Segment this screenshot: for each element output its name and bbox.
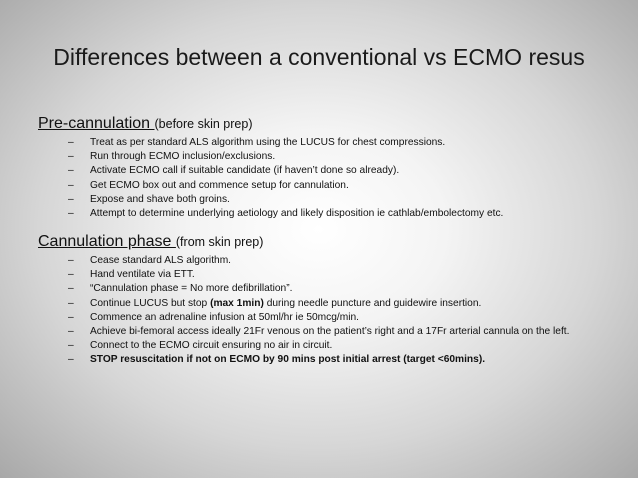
dash-bullet-icon: – bbox=[68, 151, 74, 163]
dash-bullet-icon: – bbox=[68, 297, 74, 309]
dash-bullet-icon: – bbox=[68, 165, 74, 177]
bullet-list bbox=[38, 255, 618, 366]
list-item: – Achieve bi-femoral access ideally 21Fr venous on the patient’s right and a 17Fr arterial cannula on the left. bbox=[68, 325, 570, 337]
dash-bullet-icon: – bbox=[68, 325, 74, 337]
section-heading bbox=[38, 232, 618, 252]
list-item: – Commence an adrenaline infusion at 50ml/hr ie 50mcg/min. bbox=[68, 311, 359, 323]
dash-bullet-icon: – bbox=[68, 207, 74, 219]
list-item: – Cease standard ALS algorithm. bbox=[68, 255, 232, 266]
list-item: – Run through ECMO inclusion/exclusions. bbox=[68, 151, 276, 163]
list-item: – Connect to the ECMO circuit ensuring no air in circuit. bbox=[68, 340, 333, 352]
slide-title: Differences between a conventional vs ECMO resus bbox=[53, 44, 585, 70]
dash-bullet-icon: – bbox=[68, 311, 74, 323]
dash-bullet-icon: – bbox=[68, 255, 74, 266]
list-item: – Get ECMO box out and commence setup for cannulation. bbox=[68, 179, 349, 191]
section-pre-cannulation bbox=[38, 114, 618, 222]
dash-bullet-icon: – bbox=[68, 179, 74, 191]
list-item: – Continue LUCUS but stop (max 1min) during needle puncture and guidewire insertion. bbox=[68, 297, 482, 309]
list-item: – Hand ventilate via ETT. bbox=[68, 269, 195, 281]
section-cannulation-phase bbox=[38, 232, 618, 369]
list-item: – STOP resuscitation if not on ECMO by 90 mins post initial arrest (target <60mins). bbox=[68, 354, 486, 366]
section-heading bbox=[38, 114, 618, 134]
dash-bullet-icon: – bbox=[68, 340, 74, 352]
dash-bullet-icon: – bbox=[68, 193, 74, 205]
list-item: – “Cannulation phase = No more defibrillation”. bbox=[68, 283, 293, 295]
section-heading-sub: (from skin prep) bbox=[175, 235, 264, 249]
list-item: – Treat as per standard ALS algorithm using the LUCUS for chest compressions. bbox=[68, 137, 446, 148]
bullet-list bbox=[38, 137, 618, 220]
dash-bullet-icon: – bbox=[68, 137, 74, 148]
section-heading-main: Pre-cannulation bbox=[38, 115, 155, 132]
dash-bullet-icon: – bbox=[68, 283, 74, 295]
list-item: – Attempt to determine underlying aetiology and likely disposition ie cathlab/embolectomy etc. bbox=[68, 207, 504, 219]
list-item: – Activate ECMO call if suitable candidate (if haven’t done so already). bbox=[68, 165, 400, 177]
section-heading-main: Cannulation phase bbox=[38, 233, 176, 250]
dash-bullet-icon: – bbox=[68, 269, 74, 281]
section-heading-sub: (before skin prep) bbox=[154, 117, 253, 131]
dash-bullet-icon: – bbox=[68, 354, 74, 366]
list-item: – Expose and shave both groins. bbox=[68, 193, 230, 205]
